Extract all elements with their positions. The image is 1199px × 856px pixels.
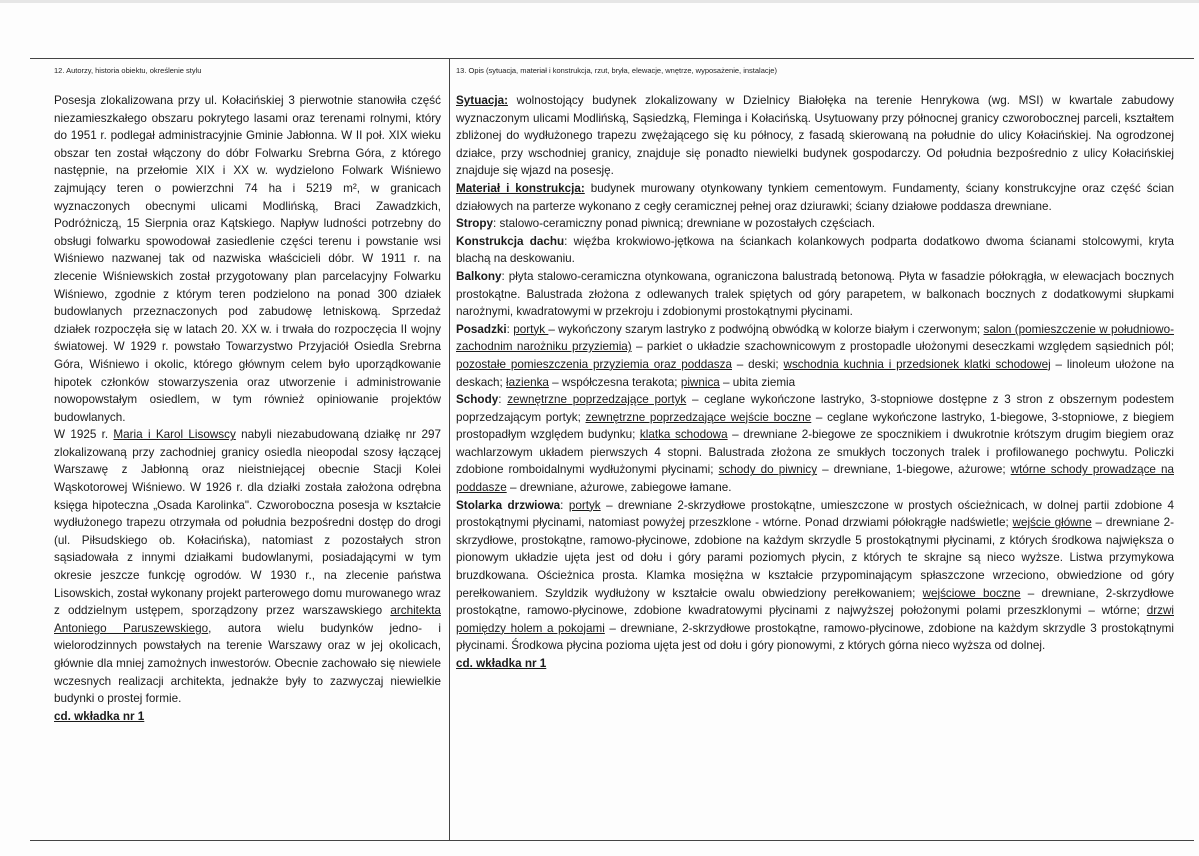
ceilings-label: Stropy [456,217,494,231]
situation-label: Sytuacja: [456,94,508,107]
situation-paragraph: Sytuacja: wolnostojący budynek zlokalizowany w Dzielnicy Białołęka na terenie Henrykowa (wg. MSI) w kwartale zabudowy wyznaczonym ulicami Modlińską, Sąsiedzką, Fleminga i Kołacińską. Usytuowany przy północnej granicy czworobocznej parceli, kształtem zbliżonej do wydłużonego trapezu zwężającego się ku północy, z fasadą skierowaną na południe do ulicy Kołacińskiej. Na ogrodzonej działce, przy wschodniej granicy, znajduje się ponadto niewielki budynek gospodarczy. Od południa bezpośrednio z ulicy Kołacińskiej znajduje się wjazd na posesję. [456,94,1174,178]
form-top-rule [30,58,1194,59]
floors-label: Posadzki [456,322,507,336]
roof-label: Konstrukcja dachu [456,234,565,248]
stairs-paragraph: Schody: zewnętrzne poprzedzające portyk – ceglane wykończone lastryko, 3-stopniowe dostępne z 3 stron z obszernym podestem poprzedzającym portyk; zewnętrzne poprzedzające wejście boczne – ceglane wykończone lastryko, 1-biegowe, 3-stopniowe, z biegiem prostopadłym względem budynku; klatka schodowa – drewniane 2-biegowe ze spocznikiem i dwukrotnie krótszym drugim biegiem oraz wachlarzowym układem pierwszych 4 stopni. Balustrada złożona ze smukłych toczonych tralek i profilowanego pochwytu. Policzki zdobione romboidalnymi wydłużonymi płycinami; schody do piwnicy – drewniane, 1-biegowe, ażurowe; wtórne schody prowadzące na poddasze – drewniane, ażurowe, zabiegowe łamane. [456,393,1175,495]
history-paragraph-2: W 1925 r. Maria i Karol Lisowscy nabyli niezabudowaną działkę nr 297 zlokalizowaną przy zachodniej granicy osiedla nieopodal szosy łączącej Warszawę z Jabłonną oraz nieistniejącej obecnie Stacji Kolei Wąskotorowej Wiśniewo. W 1926 r. dla działki została założona odrębna księga hipoteczna „Osada Karolinka". Czworoboczna posesja w kształcie wydłużonego trapezu otrzymała od południa bezpośredni dostęp do drogi (ul. Piłsudskiego ob. Kołacińska), natomiast z pozostałych stron sąsiadowała z innymi działkami budowlanymi, posiadającymi w tym okresie jeszcze funkcję ogrodów. W 1930 r., na zlecenie państwa Lisowskich, został wykonany projekt parterowego domu murowanego wraz z oddzielnym ustępem, sporządzony przez warszawskiego architekta Antoniego Paruszewskiego, autora wielu budynków jedno- i wielorodzinnych powstałych na terenie Warszawy oraz w jej okolicach, głównie dla mniej zamożnych inwestorów. Obecnie zachowało się niewiele wczesnych realizacji architekta, jednakże były to zazwyczaj niewielkie budynki o prostej formie. [54,428,441,706]
floors-paragraph: Posadzki: portyk – wykończony szarym lastryko z podwójną obwódką w kolorze białym i czerwonym; salon (pomieszczenie w południowo-zachodnim narożniku przyziemia) – parkiet o układzie szachownicowym z prostopadle ułożonymi deseczkami względem sąsiednich pól; pozostałe pomieszczenia przyziemia oraz poddasza – deski; wschodnia kuchnia i przedsionek klatki schodowej – linoleum ułożone na deskach; łazienka – współczesna terakota; piwnica – ubita ziemia [456,322,1174,389]
balconies-label: Balkony [456,269,502,283]
description-column [456,92,1174,673]
stairs-label: Schody [456,393,499,407]
roof-paragraph: Konstrukcja dachu: więźba krokwiowo-jętkowa na ściankach kolankowych podparta dodatkowo dwoma ścianami stolcowymi, kryta blachą na deskowaniu. [456,234,1174,266]
material-paragraph: Materiał i konstrukcja: budynek murowany otynkowany tynkiem cementowym. Fundamenty, ściany konstrukcyjne oraz część ścian działowych na parterze wykonano z cegły ceramicznej pełnej oraz dziurawki; ściany działowe poddasza drewniane. [456,181,1174,213]
ceilings-paragraph: Stropy: stalowo-ceramiczny ponad piwnicą; drewniane w pozostałych częściach. [456,217,875,231]
doors-label: Stolarka drzwiowa [456,498,561,512]
section-12-header: 12. Autorzy, historia obiektu, określenie stylu [54,66,202,75]
continuation-note-right: cd. wkładka nr 1 [456,657,547,670]
section-13-header: 13. Opis (sytuacja, materiał i konstrukcja, rzut, bryła, elewacje, wnętrze, wyposażenie, instalacje) [456,66,777,75]
column-divider [449,58,450,840]
architect-name: architekta Antoniego Paruszewskiego [54,604,441,635]
material-label: Materiał i konstrukcja: [456,181,585,195]
continuation-note-left: cd. wkładka nr 1 [54,709,145,723]
form-bottom-rule [30,840,1194,841]
history-paragraph-1: Posesja zlokalizowana przy ul. Kołacińskiej 3 pierwotnie stanowiła część niezamieszkałego obszaru pokrytego lasami oraz terenami rolnymi, który do 1951 r. podlegał administracyjnie Gminie Jabłonna. W II poł. XIX wieku obszar ten został włączony do dóbr Folwarku Srebrna Góra, z którego następnie, na przełomie XIX i XX w. wydzielono Folwark Wiśniewo zajmujący teren o powierzchni 74 ha i 5219 m², w granicach wyznaczonych obecnymi ulicami Modlińską, Braci Zawadzkich, Podróżniczą, 15 Sierpnia oraz Kątskiego. Napływ ludności potrzebny do obsługi folwarku spowodował zasiedlenie części terenu i powstanie wsi Wiśniewo nazwanej tak od nazwiska właścicieli dóbr. W 1911 r. na zlecenie Wiśniewskich został przygotowany plan parcelacyjny Folwarku Wiśniewo, zgodnie z którym teren podzielono na ponad 300 działek budowlanych przeznaczonych pod zabudowę letniskową. Sprzedaż działek rozpoczęła się w latach 20. XX w. i trwała do rozpoczęcia II wojny światowej. W 1929 r. powstało Towarzystwo Przyjaciół Osiedla Srebrna Góra, Wiśniewo i okolic, którego głównym celem było uporządkowanie hipotek członków stowarzyszenia oraz utworzenie i administrowanie nowopowstałym osiedlem, w tym również opiniowanie projektów budowlanych. [54,94,441,424]
owners-name: Maria i Karol Lisowscy [113,428,236,442]
scan-top-edge [0,0,1199,3]
balconies-paragraph: Balkony: płyta stalowo-ceramiczna otynkowana, ograniczona balustradą betonową. Płyta w fasadzie półokrągła, w elewacjach bocznych prostokątne. Balustrada złożona z odlewanych tralek spiętych od góry parapetem, w balkonach bocznych z dodatkowymi słupkami narożnymi, kwadratowymi w przekroju i zdobionymi prostokątnymi płycinami. [456,269,1174,319]
history-column [54,92,441,725]
doors-paragraph: Stolarka drzwiowa: portyk – drewniane 2-skrzydłowe prostokątne, umieszczone w prostych ościeżnicach, w dolnej partii zdobione 4 prostokątnymi płycinami, natomiast powyżej przeszklone - wtórne. Ponad drzwiami półokrągłe nadświetle; wejście główne – drewniane 2-skrzydłowe, prostokątne, ramowo-płycinowe, zdobione na każdym skrzydle 5 prostokątnymi płycinami, z których środkowa największa o pionowym układzie ujęta jest od dołu i góry parami poziomych płycin, z których te skrajne są nieco wyższe. Listwa przymykowa bruzdkowana. Ościeżnica prosta. Klamka mosiężna w kształcie przypominającym spłaszczone wrzeciono, obwiedzione od góry perełkowaniem. Szyldzik wydłużony w kształcie owalu obwiedziony perełkowaniem; wejściowe boczne – drewniane, 2-skrzydłowe prostokątne, ramowo-płycinowe, zdobione kwadratowymi płycinami z najwyższej położonymi polami przeszklonymi – wtórne; drzwi pomiędzy holem a pokojami – drewniane, 2-skrzydłowe prostokątne, ramowo-płycinowe, zdobione na każdym skrzydle 3 prostokątnymi płycinami. Środkowa płycina pozioma ujęta jest od dołu i góry pionowymi, z których górna nieco wyższa od dolnej. [456,498,1175,653]
